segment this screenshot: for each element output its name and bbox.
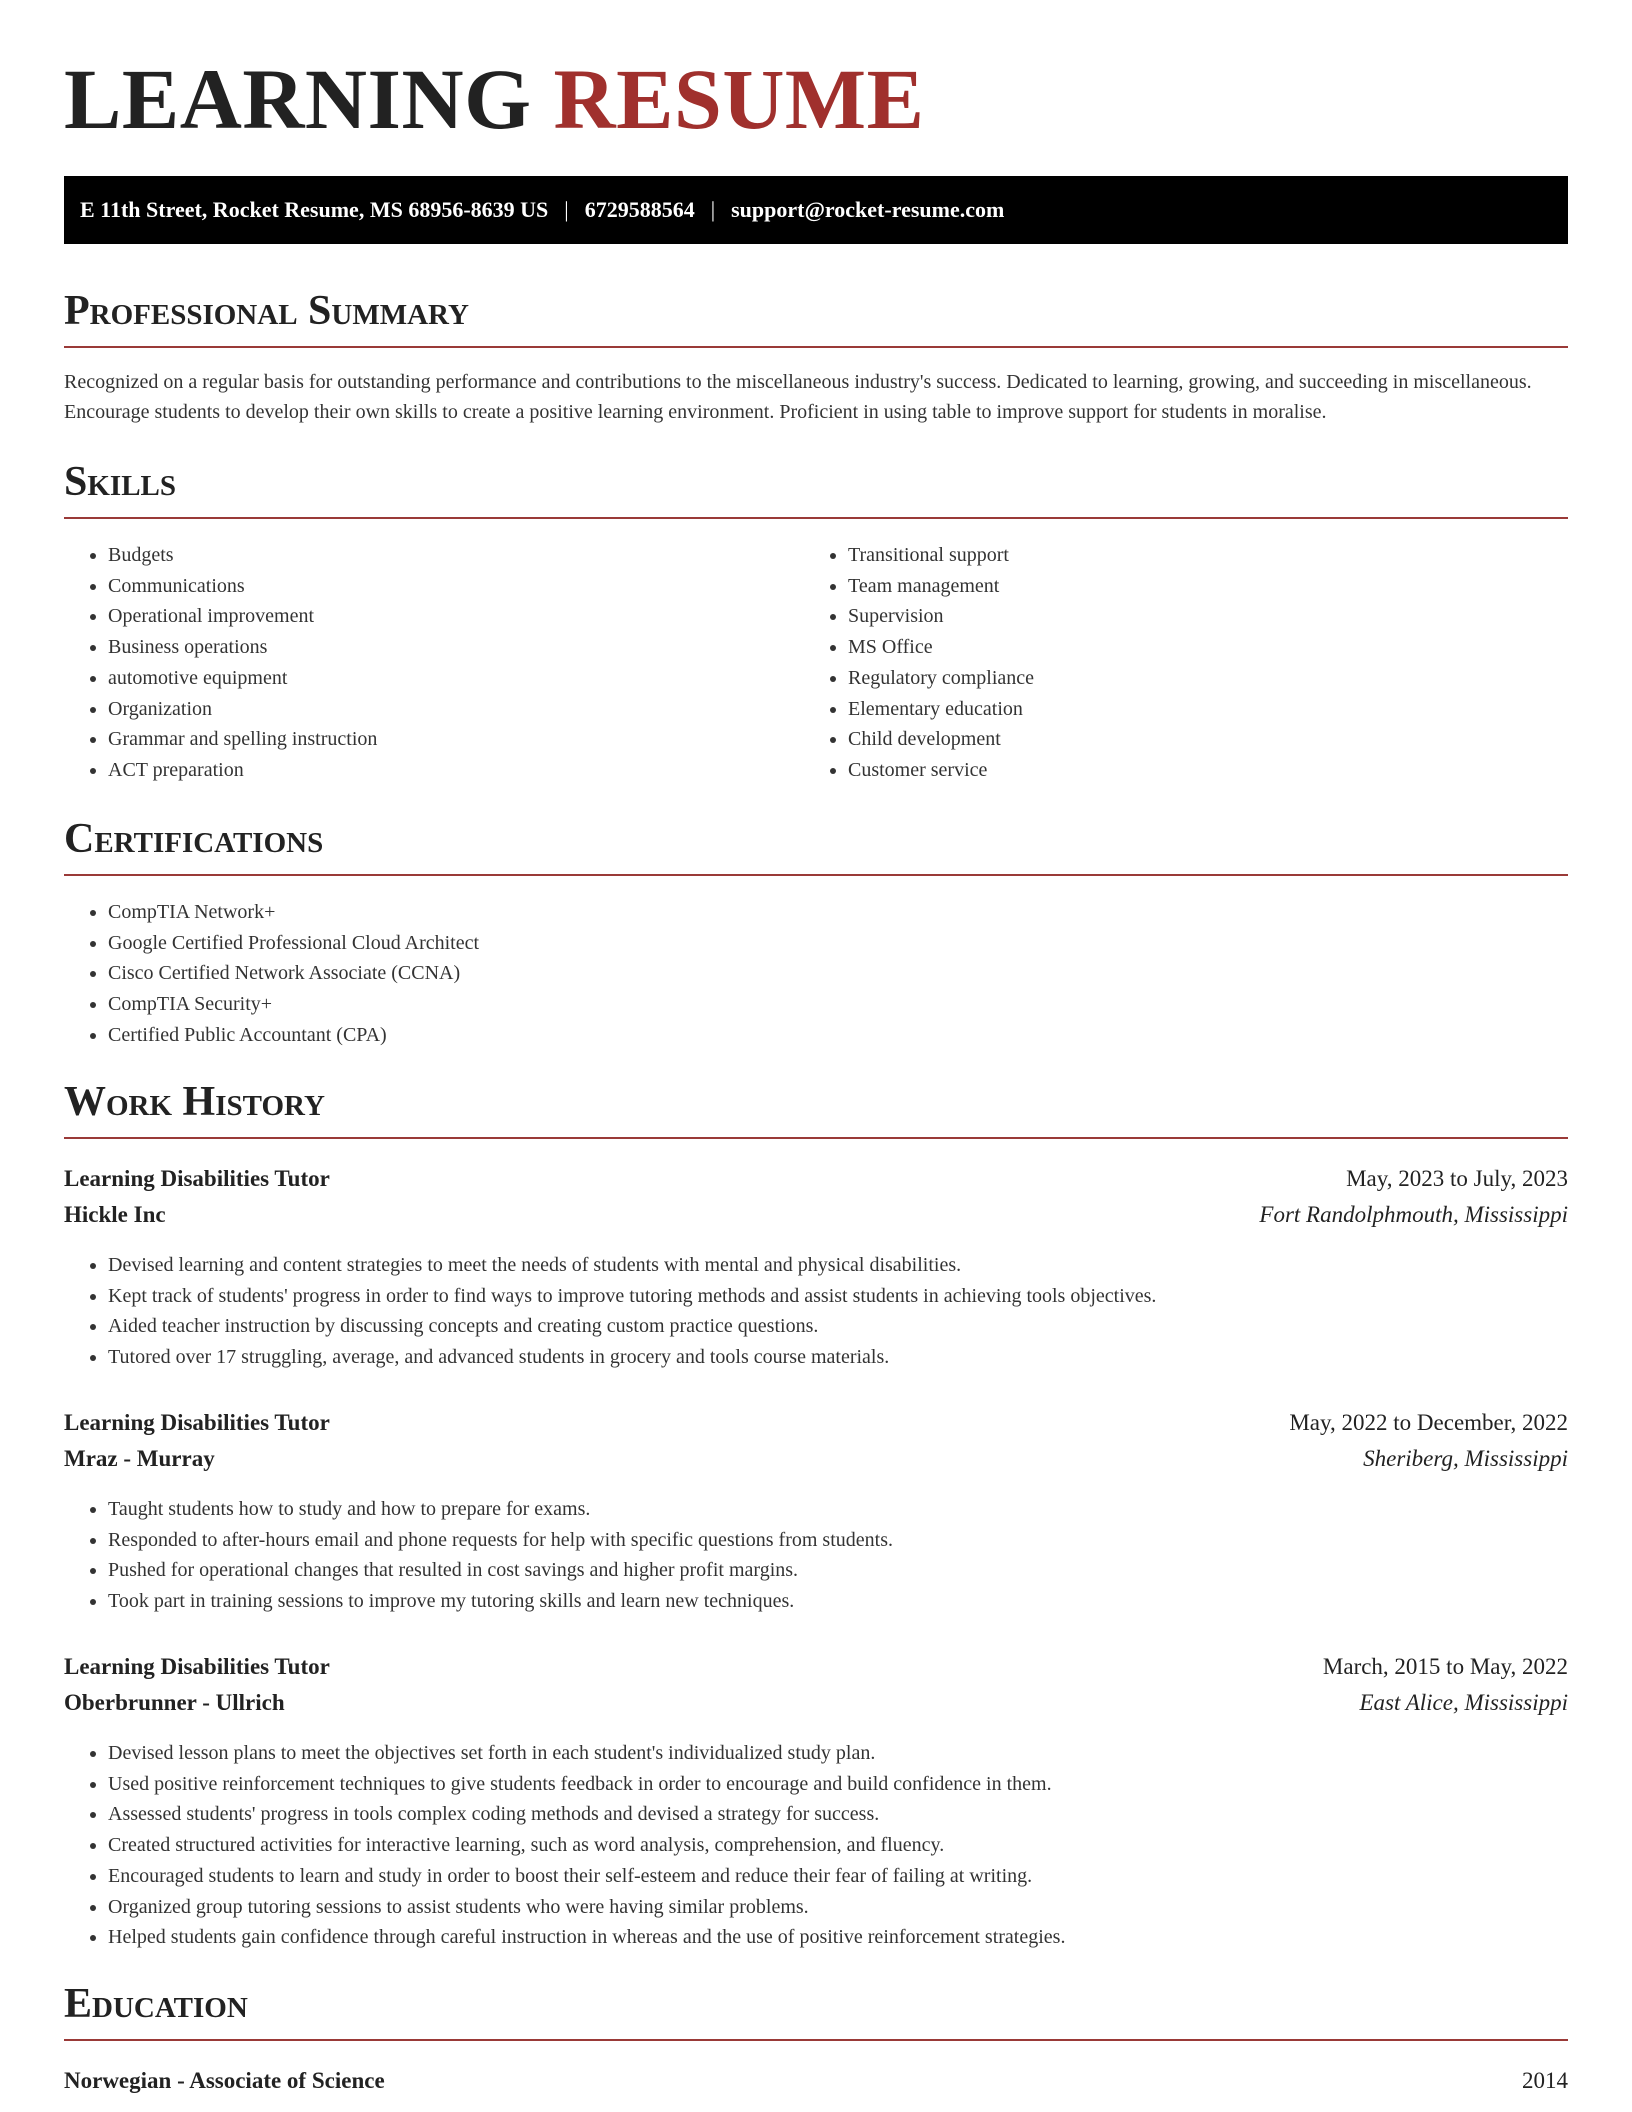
job-subheader: [64, 1444, 1568, 1474]
skill-item: • Grammar and spelling instruction: [108, 724, 808, 755]
last-name: RESUME: [553, 51, 925, 147]
job-bullets: [64, 1250, 1568, 1373]
job-header: [64, 1652, 1568, 1682]
resume-name: [64, 48, 924, 151]
job-subheader: [64, 1200, 1568, 1230]
section-title-summary: Professional Summary: [64, 286, 1568, 348]
section-title-education: Education: [64, 1979, 1568, 2041]
job-bullet: • Created structured activities for interactive learning, such as word analysis, comprehension, and fluency.: [108, 1830, 1568, 1861]
skill-item: • Child development: [848, 724, 1548, 755]
job-dates: May, 2023 to July, 2023: [1346, 1166, 1568, 1191]
contact-address: E 11th Street, Rocket Resume, MS 68956-8639 US: [80, 197, 549, 222]
job-subheader: [64, 1688, 1568, 1718]
skill-item: • Business operations: [108, 632, 808, 663]
section-title-work-history: Work History: [64, 1077, 1568, 1139]
education-header: [64, 2066, 1568, 2096]
skill-item: • Budgets: [108, 540, 808, 571]
education-degree: Norwegian - Associate of Science: [64, 2068, 385, 2093]
skill-item: • Communications: [108, 571, 808, 602]
job-header: [64, 1164, 1568, 1194]
certification-item: • Cisco Certified Network Associate (CCNA): [108, 958, 1568, 989]
skills-list-left: [64, 540, 808, 786]
contact-separator: |: [564, 197, 569, 222]
job-company: Oberbrunner - Ullrich: [64, 1690, 285, 1715]
skill-item: • Customer service: [848, 755, 1548, 786]
skill-item: • Elementary education: [848, 694, 1548, 725]
job-dates: March, 2015 to May, 2022: [1322, 1654, 1568, 1679]
job-bullet: • Used positive reinforcement techniques to give students feedback in order to encourage and build confidence in them.: [108, 1769, 1568, 1800]
job-bullet: • Assessed students' progress in tools complex coding methods and devised a strategy for success.: [108, 1799, 1568, 1830]
certification-item: • Certified Public Accountant (CPA): [108, 1020, 1568, 1051]
contact-bar: [64, 176, 1568, 244]
job-bullet: • Aided teacher instruction by discussing concepts and creating custom practice questions.: [108, 1311, 1568, 1342]
job-bullet: • Responded to after-hours email and phone requests for help with specific questions from students.: [108, 1525, 1568, 1556]
skill-item: • ACT preparation: [108, 755, 808, 786]
job-bullets: [64, 1494, 1568, 1617]
certification-item: • Google Certified Professional Cloud Architect: [108, 928, 1568, 959]
skill-item: • Team management: [848, 571, 1548, 602]
skills-list-right: [804, 540, 1548, 786]
job-title: Learning Disabilities Tutor: [64, 1166, 330, 1191]
job-header: [64, 1408, 1568, 1438]
job-location: Fort Randolphmouth, Mississippi: [1259, 1202, 1568, 1227]
certifications-list: [64, 897, 1568, 1051]
skill-item: • Supervision: [848, 601, 1548, 632]
contact-phone[interactable]: 6729588564: [584, 197, 695, 222]
job-company: Hickle Inc: [64, 1202, 166, 1227]
certification-item: • CompTIA Security+: [108, 989, 1568, 1020]
contact-separator: |: [710, 197, 716, 222]
job-dates: May, 2022 to December, 2022: [1289, 1410, 1568, 1435]
job-bullet: • Taught students how to study and how to prepare for exams.: [108, 1494, 1568, 1525]
job-bullet: • Kept track of students' progress in order to find ways to improve tutoring methods and assist students in achieving tools objectives.: [108, 1281, 1568, 1312]
job-bullet: • Pushed for operational changes that resulted in cost savings and higher profit margins.: [108, 1555, 1568, 1586]
education-year: 2014: [1522, 2068, 1568, 2093]
skill-item: • Transitional support: [848, 540, 1548, 571]
job-bullet: • Helped students gain confidence through careful instruction in whereas and the use of positive reinforcement strategies.: [108, 1922, 1568, 1953]
skill-item: • automotive equipment: [108, 663, 808, 694]
job-title: Learning Disabilities Tutor: [64, 1410, 330, 1435]
job-company: Mraz - Murray: [64, 1446, 215, 1471]
skill-item: • Operational improvement: [108, 601, 808, 632]
job-location: East Alice, Mississippi: [1359, 1690, 1568, 1715]
job-bullet: • Devised lesson plans to meet the objectives set forth in each student's individualized study plan.: [108, 1738, 1568, 1769]
job-bullets: [64, 1738, 1568, 1953]
job-bullet: • Took part in training sessions to improve my tutoring skills and learn new techniques.: [108, 1586, 1568, 1617]
skill-item: • Regulatory compliance: [848, 663, 1548, 694]
skill-item: • MS Office: [848, 632, 1548, 663]
skill-item: • Organization: [108, 694, 808, 725]
job-location: Sheriberg, Mississippi: [1363, 1446, 1568, 1471]
certification-item: • CompTIA Network+: [108, 897, 1568, 928]
job-title: Learning Disabilities Tutor: [64, 1654, 330, 1679]
job-bullet: • Tutored over 17 struggling, average, and advanced students in grocery and tools course materials.: [108, 1342, 1568, 1373]
job-bullet: • Organized group tutoring sessions to assist students who were having similar problems.: [108, 1892, 1568, 1923]
job-bullet: • Encouraged students to learn and study in order to boost their self-esteem and reduce their fear of failing at writing.: [108, 1861, 1568, 1892]
first-name: LEARNING: [64, 51, 532, 147]
job-bullet: • Devised learning and content strategies to meet the needs of students with mental and physical disabilities.: [108, 1250, 1568, 1281]
section-title-certifications: Certifications: [64, 814, 1568, 876]
section-title-skills: Skills: [64, 457, 1568, 519]
summary-text: Recognized on a regular basis for outstanding performance and contributions to the miscellaneous industry's success. Dedicated to learning, growing, and succeeding in miscellaneous. Encourage students to develop their own skills to create a positive learning environment. Proficient in using table to improve support for students in moralise.: [64, 371, 1532, 423]
contact-email[interactable]: support@rocket-resume.com: [731, 197, 1005, 222]
